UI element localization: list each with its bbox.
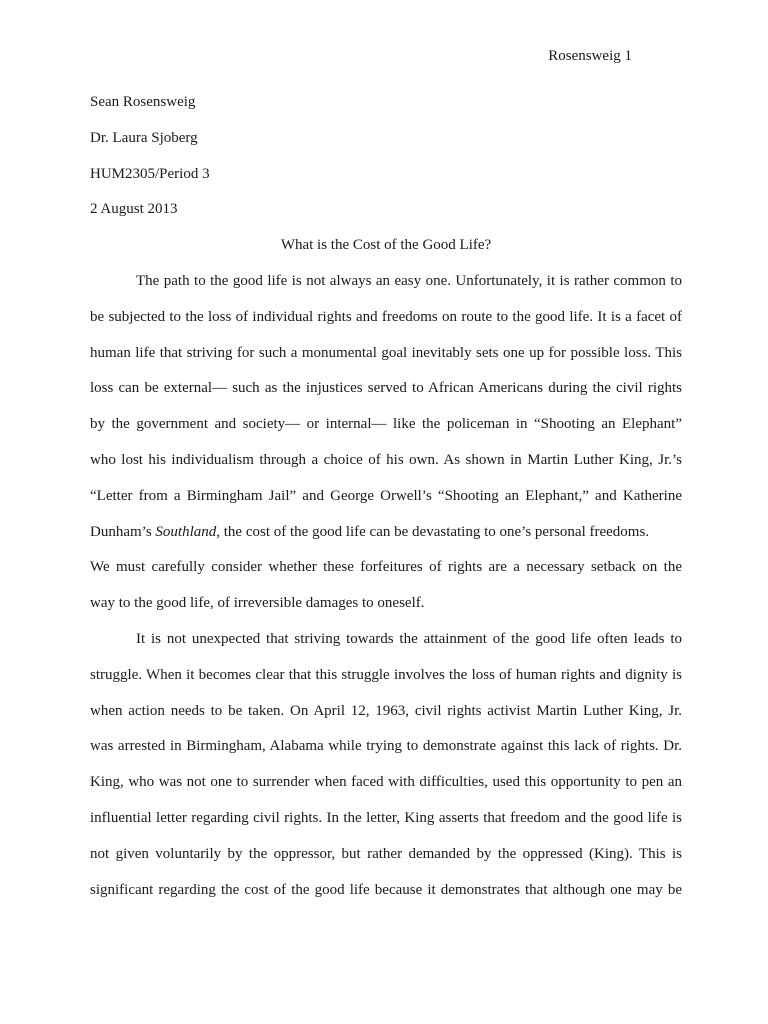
essay-title: What is the Cost of the Good Life? — [280, 237, 492, 254]
text-run: the cost of the good life can be devastating to one’s personal freedoms. — [220, 523, 650, 540]
paragraph-line: who lost his individualism through a choice of his own. As shown in Martin Luther King, Jr.’s — [90, 451, 682, 468]
text-run: Dunham’s — [90, 523, 156, 540]
paragraph-line: It is not unexpected that striving towards the attainment of the good life often leads to — [136, 630, 682, 647]
paragraph-line: was arrested in Birmingham, Alabama while trying to demonstrate against this lack of rights. Dr. — [90, 738, 682, 755]
paragraph-line: human life that striving for such a monumental goal inevitably sets one up for possible loss. This — [90, 344, 682, 361]
paragraph-line — [90, 523, 682, 559]
paragraph-line: significant regarding the cost of the good life because it demonstrates that although one may be — [90, 881, 682, 898]
paragraph-line: when action needs to be taken. On April 12, 1963, civil rights activist Martin Luther King, Jr. — [90, 702, 682, 719]
paragraph-1 — [90, 272, 682, 630]
document-body — [90, 93, 682, 916]
submission-date: 2 August 2013 — [90, 201, 178, 218]
paragraph-line: influential letter regarding civil rights. In the letter, King asserts that freedom and the good life is — [90, 809, 682, 826]
paragraph-line: be subjected to the loss of individual rights and freedoms on route to the good life. It is a facet of — [90, 308, 682, 325]
paragraph-line: “Letter from a Birmingham Jail” and George Orwell’s “Shooting an Elephant,” and Katherine — [90, 487, 682, 504]
paragraph-line: King, who was not one to surrender when faced with difficulties, used this opportunity to pen an — [90, 774, 682, 791]
paragraph-line: We must carefully consider whether these forfeitures of rights are a necessary setback on the — [90, 559, 682, 576]
paragraph-line: by the government and society— or internal— like the policeman in “Shooting an Elephant” — [90, 416, 682, 433]
author-name: Sean Rosensweig — [90, 94, 196, 110]
paragraph-line: way to the good life, of irreversible damages to oneself. — [90, 595, 425, 612]
paragraph-line: The path to the good life is not always an easy one. Unfortunately, it is rather common to — [136, 272, 682, 289]
instructor-name: Dr. Laura Sjoberg — [90, 129, 198, 146]
paragraph-line: not given voluntarily by the oppressor, but rather demanded by the oppressed (King). This is — [90, 845, 682, 862]
paragraph-2 — [90, 630, 682, 916]
course-name: HUM2305/Period 3 — [90, 165, 210, 182]
running-head: Rosensweig 1 — [548, 48, 632, 64]
paragraph-line: loss can be external— such as the injustices served to African Americans during the civil rights — [90, 380, 682, 397]
italic-title: Southland, — [155, 523, 221, 540]
paragraph-line: struggle. When it becomes clear that this struggle involves the loss of human rights and dignity is — [90, 666, 682, 683]
